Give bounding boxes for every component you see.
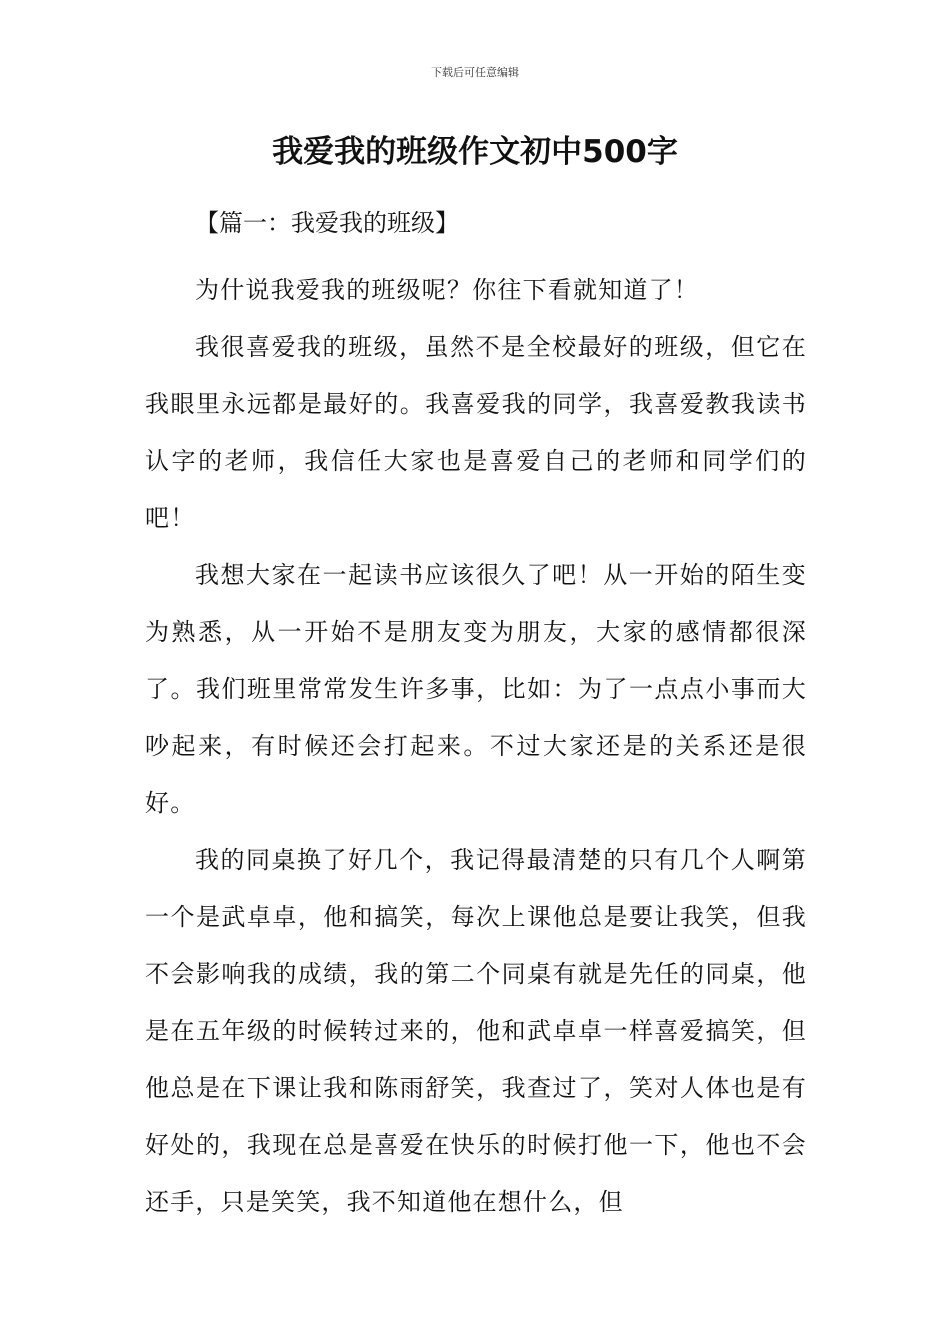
document-title: 我爱我的班级作文初中500字 bbox=[272, 134, 678, 170]
paragraph: 我想大家在一起读书应该很久了吧！从一开始的陌生变为熟悉，从一开始不是朋友变为朋友，大家的感情都很深了。我们班里常常发生许多事，比如：为了一点点小事而大吵起来，有时候还会打起来。不过大家还是的关系还是很好。 bbox=[145, 561, 807, 817]
section-heading: 【篇一：我爱我的班级】 bbox=[195, 209, 459, 237]
article-body bbox=[145, 262, 807, 1231]
header-note: 下载后可任意编辑 bbox=[431, 66, 519, 79]
paragraph: 我的同桌换了好几个，我记得最清楚的只有几个人啊第一个是武卓卓，他和搞笑，每次上课他总是要让我笑，但我不会影响我的成绩，我的第二个同桌有就是先任的同桌，他是在五年级的时候转过来的，他和武卓卓一样喜爱搞笑，但他总是在下课让我和陈雨舒笑，我查过了，笑对人体也是有好处的，我现在总是喜爱在快乐的时候打他一下，他也不会还手，只是笑笑，我不知道他在想什么，但 bbox=[145, 846, 807, 1216]
paragraph: 我很喜爱我的班级，虽然不是全校最好的班级，但它在我眼里永远都是最好的。我喜爱我的同学，我喜爱教我读书认字的老师，我信任大家也是喜爱自己的老师和同学们的吧！ bbox=[145, 333, 807, 532]
paragraph: 为什说我爱我的班级呢？你往下看就知道了！ bbox=[195, 276, 699, 304]
